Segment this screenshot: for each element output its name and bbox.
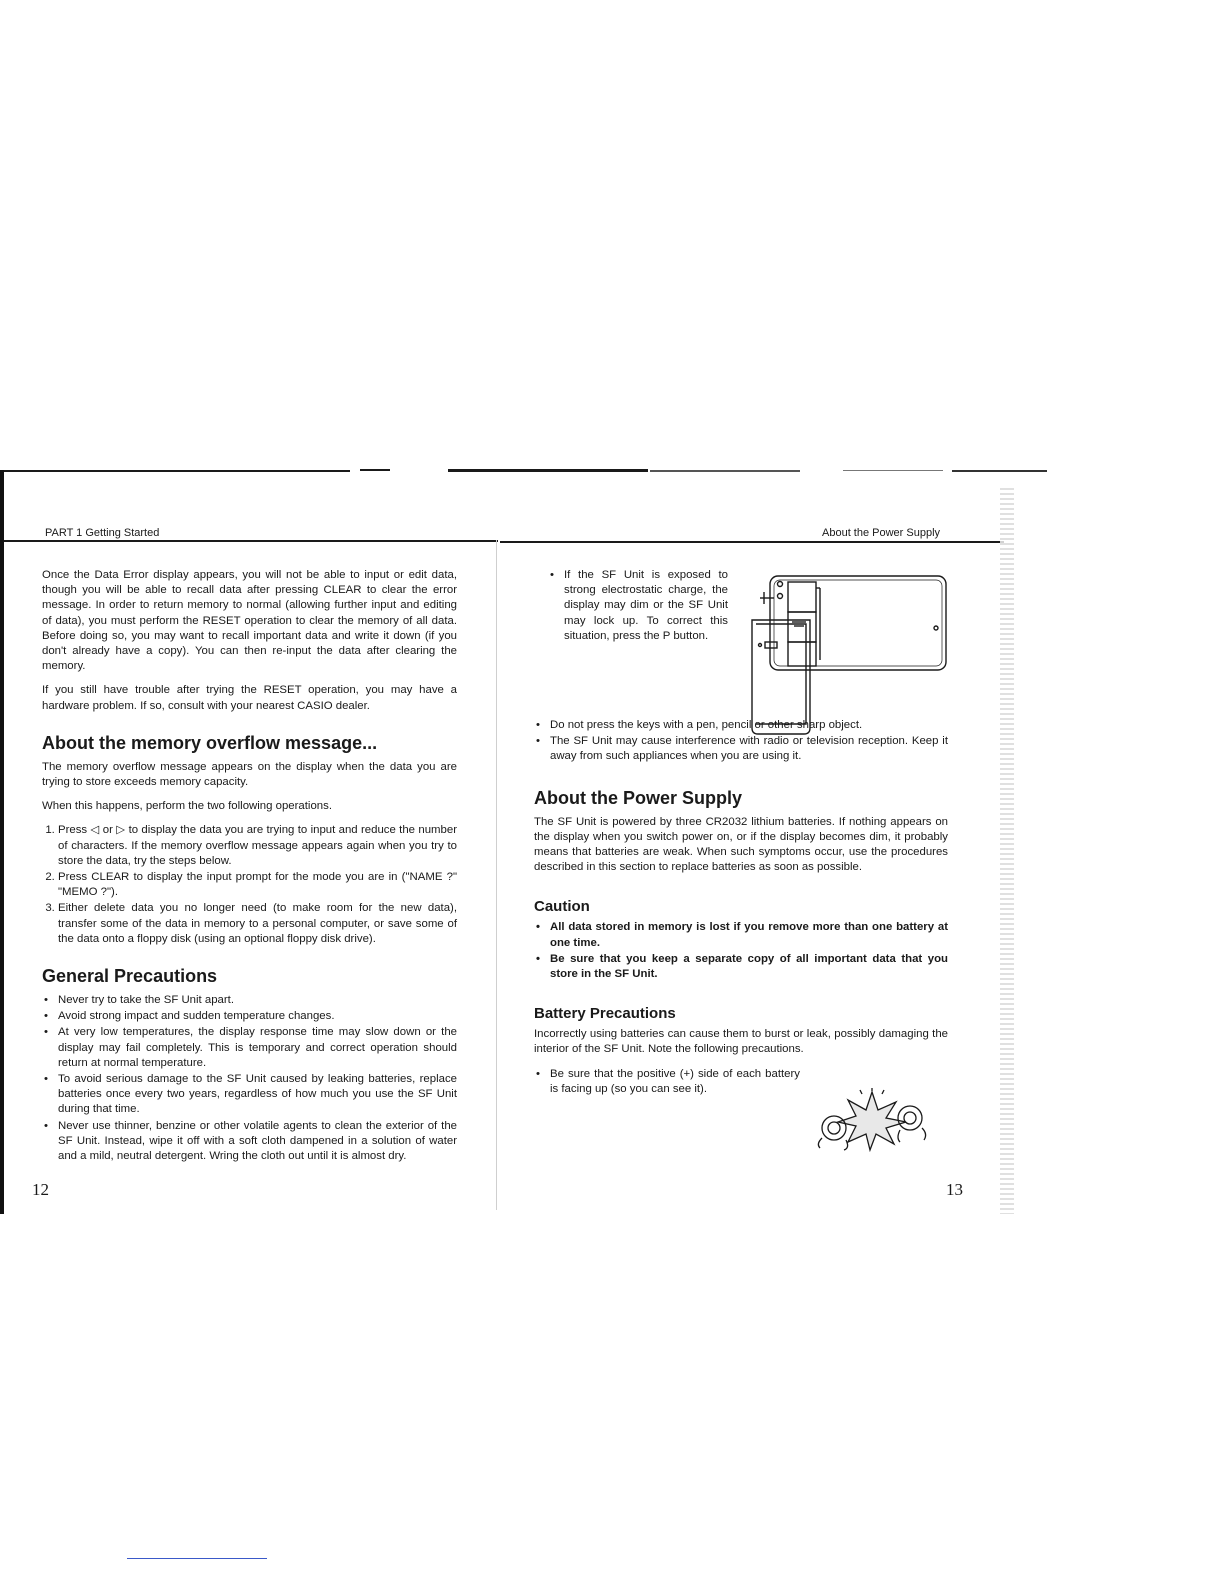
running-head-right: About the Power Supply xyxy=(822,527,941,539)
battery-burst-illustration xyxy=(812,1088,932,1152)
caution-item: • Be sure that you keep a separate copy of all important data that you store in the SF Unit. xyxy=(550,952,948,982)
bullet-item: • If the SF Unit is exposed to strong electrostatic charge, the display may dim or the SF Unit may lock up. To correct this situation, press the P button. xyxy=(564,568,728,644)
general-precautions-list xyxy=(42,993,457,1164)
memory-overflow-steps xyxy=(42,823,457,947)
memory-overflow-paragraph: The memory overflow message appears on the display when the data you are trying to store exceeds memory capacity. xyxy=(42,760,457,789)
bullet-item: • The SF Unit may cause interference with radio or television reception. Keep it away from such appliances when you are using it. xyxy=(550,734,948,764)
battery-precautions-paragraph: Incorrectly using batteries can cause them to burst or leak, possibly damaging the interior of the SF Unit. Note the following precautions. xyxy=(534,1028,948,1056)
electrostatic-bullet-block xyxy=(548,568,728,645)
intro-paragraph: If you still have trouble after trying the RESET operation, you may have a hardware problem. If so, consult with your nearest CASIO dealer. xyxy=(42,684,457,712)
bullet-item: • Do not press the keys with a pen, pencil or other sharp object. xyxy=(550,718,948,733)
step-item: 2. Press CLEAR to display the input prompt for the mode you are in ("NAME ?" "MEMO ?"). xyxy=(58,870,457,900)
precaution-item: • Avoid strong impact and sudden temperature changes. xyxy=(58,1009,457,1024)
running-head-left: PART 1 Getting Started xyxy=(45,527,160,539)
general-precautions-heading: General Precautions xyxy=(42,966,218,987)
memory-overflow-heading: About the memory overflow message... xyxy=(42,732,378,753)
page-edge-shadow xyxy=(1000,488,1014,1214)
battery-precautions-heading: Battery Precautions xyxy=(534,1005,676,1023)
scan-line xyxy=(952,470,1047,472)
scan-edge xyxy=(0,470,4,1214)
precaution-item: • To avoid serious damage to the SF Unit caused by leaking batteries, replace batteries once every two years, regardless of how much you use the SF Unit during that time. xyxy=(58,1072,457,1118)
page-number-right: 13 xyxy=(946,1180,963,1199)
precaution-item: • Never use thinner, benzine or other volatile agents to clean the exterior of the SF Unit. Instead, wipe it off with a soft cloth dampened in a solution of water and a mild, neutral detergent. Wring the cloth out until it is almost dry. xyxy=(58,1119,457,1165)
battery-item: • Be sure that the positive (+) side of each battery is facing up (so you can see it). xyxy=(550,1067,800,1097)
sf-unit-battery-figure xyxy=(748,570,956,738)
page-number-left: 12 xyxy=(32,1180,49,1199)
caution-item: • All data stored in memory is lost if you remove more than one battery at one time. xyxy=(550,920,948,950)
header-rule-right xyxy=(500,541,1004,543)
precaution-item: • Never try to take the SF Unit apart. xyxy=(58,993,457,1008)
right-page-body xyxy=(534,718,948,1105)
caution-list xyxy=(534,920,948,982)
electrostatic-list xyxy=(548,568,728,644)
scan-line xyxy=(843,470,943,471)
step-item: 1. Press ◁ or ▷ to display the data you are trying to input and reduce the number of characters. If the memory overflow message appears again when you try to store the data, try the steps below. xyxy=(58,823,457,869)
page-gutter xyxy=(496,540,497,1210)
step-item: 3. Either delete data you no longer need (to make room for the new data), transfer some of the data in memory to a personal computer, or save some of the data onto a floppy disk (using an optional floppy disk drive). xyxy=(58,901,457,947)
scan-line xyxy=(650,470,800,472)
scan-line xyxy=(360,469,390,471)
device-bullets xyxy=(534,718,948,765)
power-supply-paragraph: The SF Unit is powered by three CR2032 lithium batteries. If nothing appears on the display when you switch power on, or if the display becomes dim, it probably means that batteries are weak. When such symptoms occur, use the procedures described in this section to replace batteries as soon as possible. xyxy=(534,815,948,874)
left-page-body xyxy=(42,568,457,1172)
header-rule-left xyxy=(4,540,498,542)
battery-precautions-list xyxy=(534,1067,800,1097)
caution-heading: Caution xyxy=(534,898,590,916)
precaution-item: • At very low temperatures, the display response time may slow down or the display may fail completely. This is temporary and correct operation should return at normal temperature. xyxy=(58,1025,457,1071)
power-supply-heading: About the Power Supply xyxy=(534,787,743,808)
scan-line xyxy=(127,1558,267,1559)
scan-line xyxy=(448,469,648,472)
scan-line xyxy=(4,470,350,472)
intro-paragraph: Once the Data Error display appears, you will not be able to input or edit data, though you will be able to recall data after pressing CLEAR to clear the error message. In order to return memory to normal (allowing further input and editing of data), you must perform the RESET operation to clear the memory of all data. Before doing so, you may want to recall important data and write it down (if you don't already have a copy). You can then re-input the data after clearing the memory. xyxy=(42,569,457,673)
memory-overflow-paragraph: When this happens, perform the two following operations. xyxy=(42,800,332,813)
